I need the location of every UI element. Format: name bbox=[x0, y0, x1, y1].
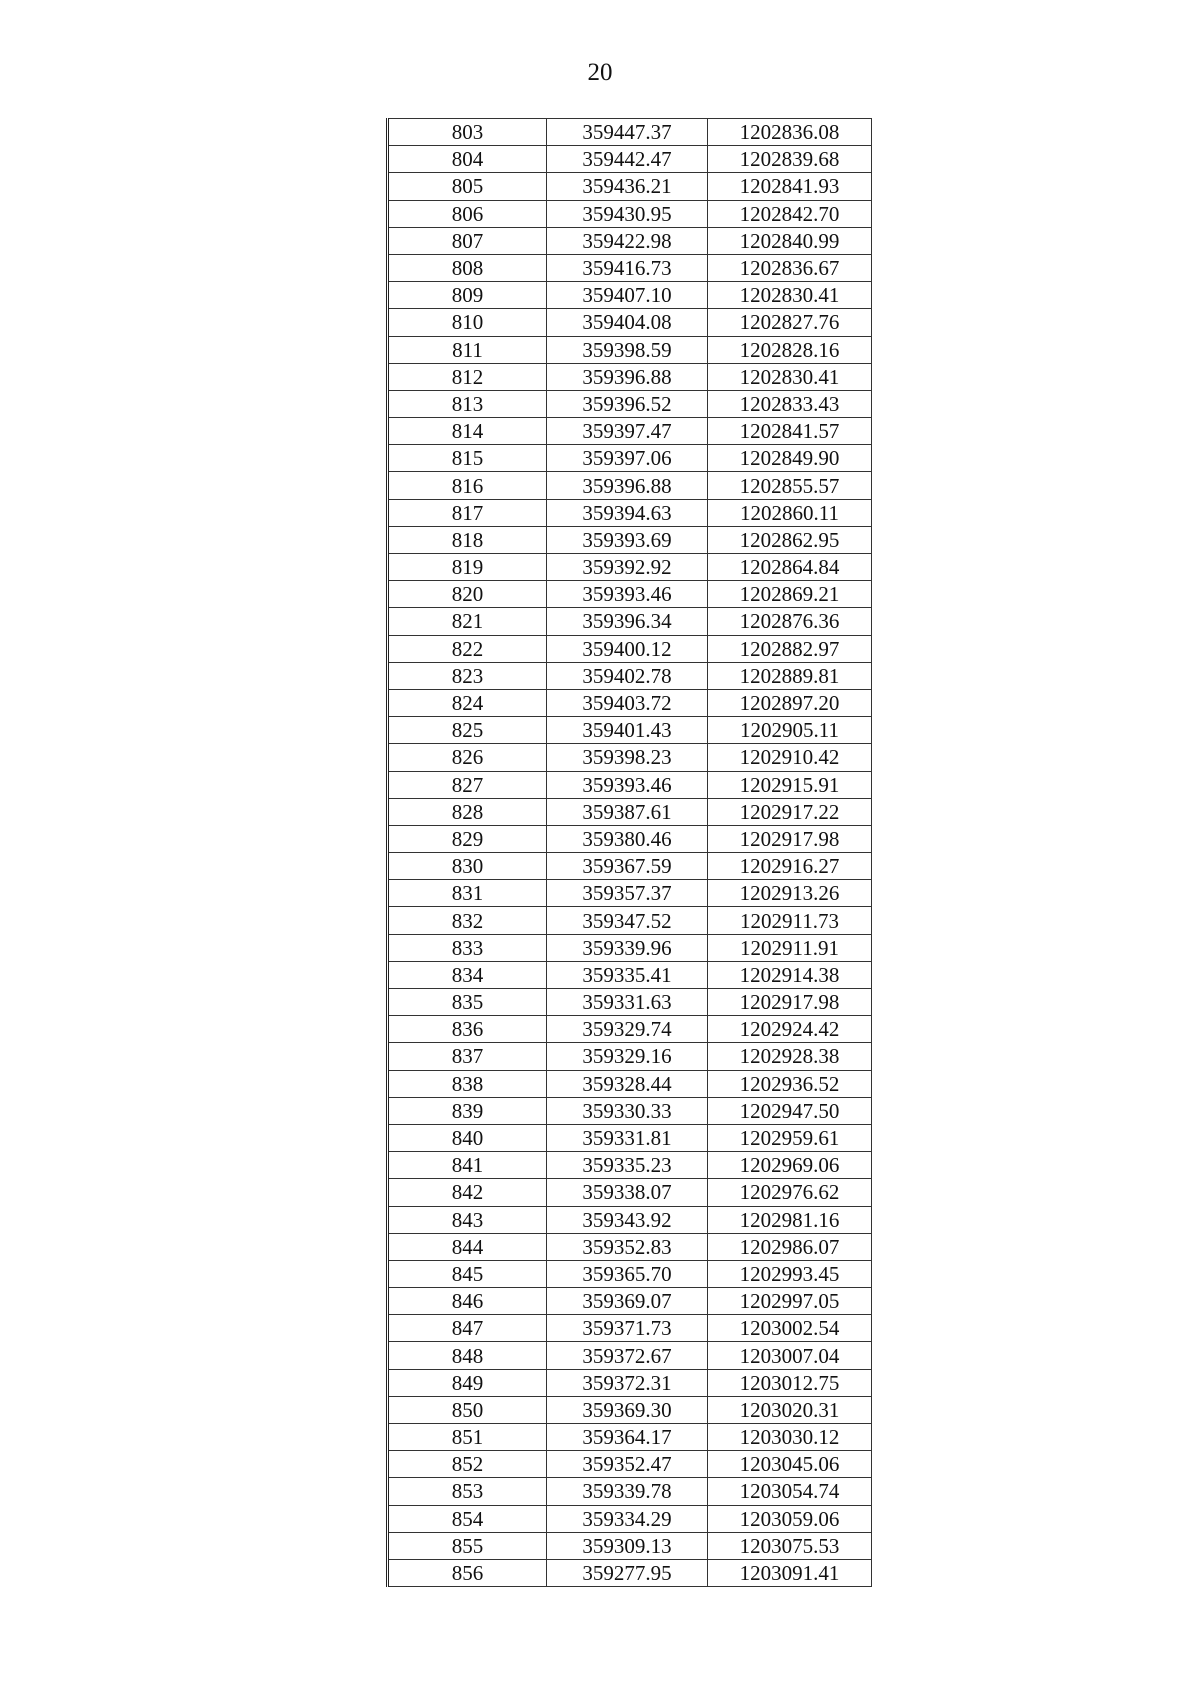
y-coordinate-cell: 1202849.90 bbox=[708, 445, 872, 472]
table-row bbox=[388, 282, 872, 309]
x-coordinate-cell: 359430.95 bbox=[547, 200, 708, 227]
point-number-cell: 819 bbox=[388, 554, 547, 581]
y-coordinate-cell: 1202997.05 bbox=[708, 1288, 872, 1315]
x-coordinate-cell: 359309.13 bbox=[547, 1532, 708, 1559]
x-coordinate-cell: 359277.95 bbox=[547, 1559, 708, 1586]
y-coordinate-cell: 1202841.57 bbox=[708, 418, 872, 445]
x-coordinate-cell: 359329.74 bbox=[547, 1016, 708, 1043]
table-row bbox=[388, 418, 872, 445]
y-coordinate-cell: 1202889.81 bbox=[708, 662, 872, 689]
point-number-cell: 850 bbox=[388, 1396, 547, 1423]
point-number-cell: 809 bbox=[388, 282, 547, 309]
table-row bbox=[388, 119, 872, 146]
table-row bbox=[388, 1206, 872, 1233]
x-coordinate-cell: 359400.12 bbox=[547, 635, 708, 662]
y-coordinate-cell: 1203012.75 bbox=[708, 1369, 872, 1396]
table-row bbox=[388, 853, 872, 880]
x-coordinate-cell: 359330.33 bbox=[547, 1097, 708, 1124]
table-row bbox=[388, 1124, 872, 1151]
table-row bbox=[388, 445, 872, 472]
table-row bbox=[388, 1559, 872, 1586]
table-row bbox=[388, 1233, 872, 1260]
y-coordinate-cell: 1202910.42 bbox=[708, 744, 872, 771]
x-coordinate-cell: 359401.43 bbox=[547, 717, 708, 744]
x-coordinate-cell: 359442.47 bbox=[547, 146, 708, 173]
y-coordinate-cell: 1202915.91 bbox=[708, 771, 872, 798]
x-coordinate-cell: 359393.46 bbox=[547, 581, 708, 608]
table-row bbox=[388, 798, 872, 825]
table-row bbox=[388, 1179, 872, 1206]
x-coordinate-cell: 359339.78 bbox=[547, 1478, 708, 1505]
y-coordinate-cell: 1203002.54 bbox=[708, 1315, 872, 1342]
y-coordinate-cell: 1202869.21 bbox=[708, 581, 872, 608]
point-number-cell: 806 bbox=[388, 200, 547, 227]
table-row bbox=[388, 825, 872, 852]
point-number-cell: 836 bbox=[388, 1016, 547, 1043]
x-coordinate-cell: 359331.81 bbox=[547, 1124, 708, 1151]
x-coordinate-cell: 359402.78 bbox=[547, 662, 708, 689]
table-row bbox=[388, 146, 872, 173]
point-number-cell: 826 bbox=[388, 744, 547, 771]
point-number-cell: 837 bbox=[388, 1043, 547, 1070]
x-coordinate-cell: 359338.07 bbox=[547, 1179, 708, 1206]
table-row bbox=[388, 526, 872, 553]
point-number-cell: 853 bbox=[388, 1478, 547, 1505]
x-coordinate-cell: 359380.46 bbox=[547, 825, 708, 852]
point-number-cell: 855 bbox=[388, 1532, 547, 1559]
point-number-cell: 844 bbox=[388, 1233, 547, 1260]
point-number-cell: 816 bbox=[388, 472, 547, 499]
point-number-cell: 832 bbox=[388, 907, 547, 934]
y-coordinate-cell: 1202828.16 bbox=[708, 336, 872, 363]
point-number-cell: 854 bbox=[388, 1505, 547, 1532]
table-row bbox=[388, 1097, 872, 1124]
y-coordinate-cell: 1202836.67 bbox=[708, 254, 872, 281]
x-coordinate-cell: 359403.72 bbox=[547, 689, 708, 716]
x-coordinate-cell: 359422.98 bbox=[547, 227, 708, 254]
table-row bbox=[388, 717, 872, 744]
point-number-cell: 812 bbox=[388, 363, 547, 390]
point-number-cell: 804 bbox=[388, 146, 547, 173]
point-number-cell: 818 bbox=[388, 526, 547, 553]
table-row bbox=[388, 363, 872, 390]
table-row bbox=[388, 1505, 872, 1532]
y-coordinate-cell: 1202855.57 bbox=[708, 472, 872, 499]
point-number-cell: 833 bbox=[388, 934, 547, 961]
x-coordinate-cell: 359387.61 bbox=[547, 798, 708, 825]
point-number-cell: 834 bbox=[388, 961, 547, 988]
x-coordinate-cell: 359352.47 bbox=[547, 1451, 708, 1478]
table-row bbox=[388, 1396, 872, 1423]
x-coordinate-cell: 359396.52 bbox=[547, 390, 708, 417]
y-coordinate-cell: 1203007.04 bbox=[708, 1342, 872, 1369]
y-coordinate-cell: 1202916.27 bbox=[708, 853, 872, 880]
y-coordinate-cell: 1202836.08 bbox=[708, 119, 872, 146]
table-row bbox=[388, 581, 872, 608]
x-coordinate-cell: 359369.07 bbox=[547, 1288, 708, 1315]
y-coordinate-cell: 1202827.76 bbox=[708, 309, 872, 336]
x-coordinate-cell: 359328.44 bbox=[547, 1070, 708, 1097]
y-coordinate-cell: 1202860.11 bbox=[708, 499, 872, 526]
table-row bbox=[388, 689, 872, 716]
coordinate-table bbox=[386, 118, 872, 1587]
x-coordinate-cell: 359436.21 bbox=[547, 173, 708, 200]
table-row bbox=[388, 744, 872, 771]
y-coordinate-cell: 1203020.31 bbox=[708, 1396, 872, 1423]
x-coordinate-cell: 359329.16 bbox=[547, 1043, 708, 1070]
x-coordinate-cell: 359392.92 bbox=[547, 554, 708, 581]
x-coordinate-cell: 359331.63 bbox=[547, 989, 708, 1016]
y-coordinate-cell: 1202830.41 bbox=[708, 363, 872, 390]
table-row bbox=[388, 1424, 872, 1451]
point-number-cell: 851 bbox=[388, 1424, 547, 1451]
table-row bbox=[388, 1260, 872, 1287]
y-coordinate-cell: 1202936.52 bbox=[708, 1070, 872, 1097]
x-coordinate-cell: 359357.37 bbox=[547, 880, 708, 907]
y-coordinate-cell: 1202897.20 bbox=[708, 689, 872, 716]
x-coordinate-cell: 359447.37 bbox=[547, 119, 708, 146]
x-coordinate-cell: 359396.88 bbox=[547, 363, 708, 390]
table-row bbox=[388, 554, 872, 581]
x-coordinate-cell: 359343.92 bbox=[547, 1206, 708, 1233]
point-number-cell: 856 bbox=[388, 1559, 547, 1586]
x-coordinate-cell: 359335.23 bbox=[547, 1152, 708, 1179]
y-coordinate-cell: 1202840.99 bbox=[708, 227, 872, 254]
table-row bbox=[388, 934, 872, 961]
point-number-cell: 808 bbox=[388, 254, 547, 281]
point-number-cell: 842 bbox=[388, 1179, 547, 1206]
point-number-cell: 830 bbox=[388, 853, 547, 880]
table-row bbox=[388, 1016, 872, 1043]
x-coordinate-cell: 359352.83 bbox=[547, 1233, 708, 1260]
point-number-cell: 817 bbox=[388, 499, 547, 526]
y-coordinate-cell: 1202947.50 bbox=[708, 1097, 872, 1124]
point-number-cell: 838 bbox=[388, 1070, 547, 1097]
point-number-cell: 852 bbox=[388, 1451, 547, 1478]
y-coordinate-cell: 1202911.73 bbox=[708, 907, 872, 934]
point-number-cell: 849 bbox=[388, 1369, 547, 1396]
y-coordinate-cell: 1202928.38 bbox=[708, 1043, 872, 1070]
point-number-cell: 803 bbox=[388, 119, 547, 146]
point-number-cell: 822 bbox=[388, 635, 547, 662]
point-number-cell: 827 bbox=[388, 771, 547, 798]
x-coordinate-cell: 359393.46 bbox=[547, 771, 708, 798]
y-coordinate-cell: 1202924.42 bbox=[708, 1016, 872, 1043]
table-row bbox=[388, 390, 872, 417]
table-row bbox=[388, 989, 872, 1016]
point-number-cell: 813 bbox=[388, 390, 547, 417]
table-row bbox=[388, 472, 872, 499]
y-coordinate-cell: 1202833.43 bbox=[708, 390, 872, 417]
point-number-cell: 807 bbox=[388, 227, 547, 254]
y-coordinate-cell: 1202969.06 bbox=[708, 1152, 872, 1179]
y-coordinate-cell: 1202905.11 bbox=[708, 717, 872, 744]
y-coordinate-cell: 1203045.06 bbox=[708, 1451, 872, 1478]
point-number-cell: 847 bbox=[388, 1315, 547, 1342]
point-number-cell: 829 bbox=[388, 825, 547, 852]
table-row bbox=[388, 1288, 872, 1315]
table-row bbox=[388, 1152, 872, 1179]
point-number-cell: 811 bbox=[388, 336, 547, 363]
point-number-cell: 841 bbox=[388, 1152, 547, 1179]
y-coordinate-cell: 1202841.93 bbox=[708, 173, 872, 200]
table-row bbox=[388, 1451, 872, 1478]
y-coordinate-cell: 1202830.41 bbox=[708, 282, 872, 309]
table-row bbox=[388, 1369, 872, 1396]
x-coordinate-cell: 359397.47 bbox=[547, 418, 708, 445]
y-coordinate-cell: 1202914.38 bbox=[708, 961, 872, 988]
table-row bbox=[388, 880, 872, 907]
table-row bbox=[388, 227, 872, 254]
table-row bbox=[388, 309, 872, 336]
point-number-cell: 821 bbox=[388, 608, 547, 635]
table-row bbox=[388, 1532, 872, 1559]
x-coordinate-cell: 359365.70 bbox=[547, 1260, 708, 1287]
point-number-cell: 828 bbox=[388, 798, 547, 825]
point-number-cell: 805 bbox=[388, 173, 547, 200]
x-coordinate-cell: 359334.29 bbox=[547, 1505, 708, 1532]
y-coordinate-cell: 1202986.07 bbox=[708, 1233, 872, 1260]
x-coordinate-cell: 359339.96 bbox=[547, 934, 708, 961]
table-row bbox=[388, 336, 872, 363]
table-row bbox=[388, 635, 872, 662]
point-number-cell: 843 bbox=[388, 1206, 547, 1233]
y-coordinate-cell: 1202862.95 bbox=[708, 526, 872, 553]
point-number-cell: 839 bbox=[388, 1097, 547, 1124]
point-number-cell: 824 bbox=[388, 689, 547, 716]
y-coordinate-cell: 1202911.91 bbox=[708, 934, 872, 961]
x-coordinate-cell: 359372.67 bbox=[547, 1342, 708, 1369]
table-row bbox=[388, 961, 872, 988]
point-number-cell: 820 bbox=[388, 581, 547, 608]
y-coordinate-cell: 1202842.70 bbox=[708, 200, 872, 227]
point-number-cell: 845 bbox=[388, 1260, 547, 1287]
x-coordinate-cell: 359416.73 bbox=[547, 254, 708, 281]
point-number-cell: 840 bbox=[388, 1124, 547, 1151]
x-coordinate-cell: 359372.31 bbox=[547, 1369, 708, 1396]
x-coordinate-cell: 359369.30 bbox=[547, 1396, 708, 1423]
x-coordinate-cell: 359364.17 bbox=[547, 1424, 708, 1451]
y-coordinate-cell: 1202917.22 bbox=[708, 798, 872, 825]
table-row bbox=[388, 662, 872, 689]
x-coordinate-cell: 359371.73 bbox=[547, 1315, 708, 1342]
coordinate-table-body bbox=[388, 119, 872, 1587]
point-number-cell: 848 bbox=[388, 1342, 547, 1369]
x-coordinate-cell: 359398.23 bbox=[547, 744, 708, 771]
point-number-cell: 825 bbox=[388, 717, 547, 744]
x-coordinate-cell: 359398.59 bbox=[547, 336, 708, 363]
x-coordinate-cell: 359404.08 bbox=[547, 309, 708, 336]
table-row bbox=[388, 499, 872, 526]
point-number-cell: 831 bbox=[388, 880, 547, 907]
x-coordinate-cell: 359397.06 bbox=[547, 445, 708, 472]
table-row bbox=[388, 254, 872, 281]
point-number-cell: 823 bbox=[388, 662, 547, 689]
y-coordinate-cell: 1202864.84 bbox=[708, 554, 872, 581]
y-coordinate-cell: 1203075.53 bbox=[708, 1532, 872, 1559]
table-row bbox=[388, 1342, 872, 1369]
table-row bbox=[388, 173, 872, 200]
point-number-cell: 814 bbox=[388, 418, 547, 445]
x-coordinate-cell: 359407.10 bbox=[547, 282, 708, 309]
y-coordinate-cell: 1202959.61 bbox=[708, 1124, 872, 1151]
table-row bbox=[388, 608, 872, 635]
table-row bbox=[388, 1070, 872, 1097]
point-number-cell: 835 bbox=[388, 989, 547, 1016]
y-coordinate-cell: 1203059.06 bbox=[708, 1505, 872, 1532]
x-coordinate-cell: 359347.52 bbox=[547, 907, 708, 934]
y-coordinate-cell: 1202913.26 bbox=[708, 880, 872, 907]
y-coordinate-cell: 1203030.12 bbox=[708, 1424, 872, 1451]
x-coordinate-cell: 359393.69 bbox=[547, 526, 708, 553]
y-coordinate-cell: 1202917.98 bbox=[708, 989, 872, 1016]
y-coordinate-cell: 1202839.68 bbox=[708, 146, 872, 173]
y-coordinate-cell: 1202976.62 bbox=[708, 1179, 872, 1206]
page-number: 20 bbox=[587, 59, 613, 86]
y-coordinate-cell: 1203054.74 bbox=[708, 1478, 872, 1505]
table-row bbox=[388, 1478, 872, 1505]
table-row bbox=[388, 907, 872, 934]
point-number-cell: 815 bbox=[388, 445, 547, 472]
table-row bbox=[388, 1043, 872, 1070]
y-coordinate-cell: 1202993.45 bbox=[708, 1260, 872, 1287]
table-row bbox=[388, 200, 872, 227]
x-coordinate-cell: 359394.63 bbox=[547, 499, 708, 526]
y-coordinate-cell: 1202882.97 bbox=[708, 635, 872, 662]
y-coordinate-cell: 1202876.36 bbox=[708, 608, 872, 635]
table-row bbox=[388, 1315, 872, 1342]
x-coordinate-cell: 359335.41 bbox=[547, 961, 708, 988]
y-coordinate-cell: 1202981.16 bbox=[708, 1206, 872, 1233]
table-row bbox=[388, 771, 872, 798]
point-number-cell: 846 bbox=[388, 1288, 547, 1315]
y-coordinate-cell: 1203091.41 bbox=[708, 1559, 872, 1586]
point-number-cell: 810 bbox=[388, 309, 547, 336]
x-coordinate-cell: 359396.88 bbox=[547, 472, 708, 499]
x-coordinate-cell: 359396.34 bbox=[547, 608, 708, 635]
x-coordinate-cell: 359367.59 bbox=[547, 853, 708, 880]
y-coordinate-cell: 1202917.98 bbox=[708, 825, 872, 852]
